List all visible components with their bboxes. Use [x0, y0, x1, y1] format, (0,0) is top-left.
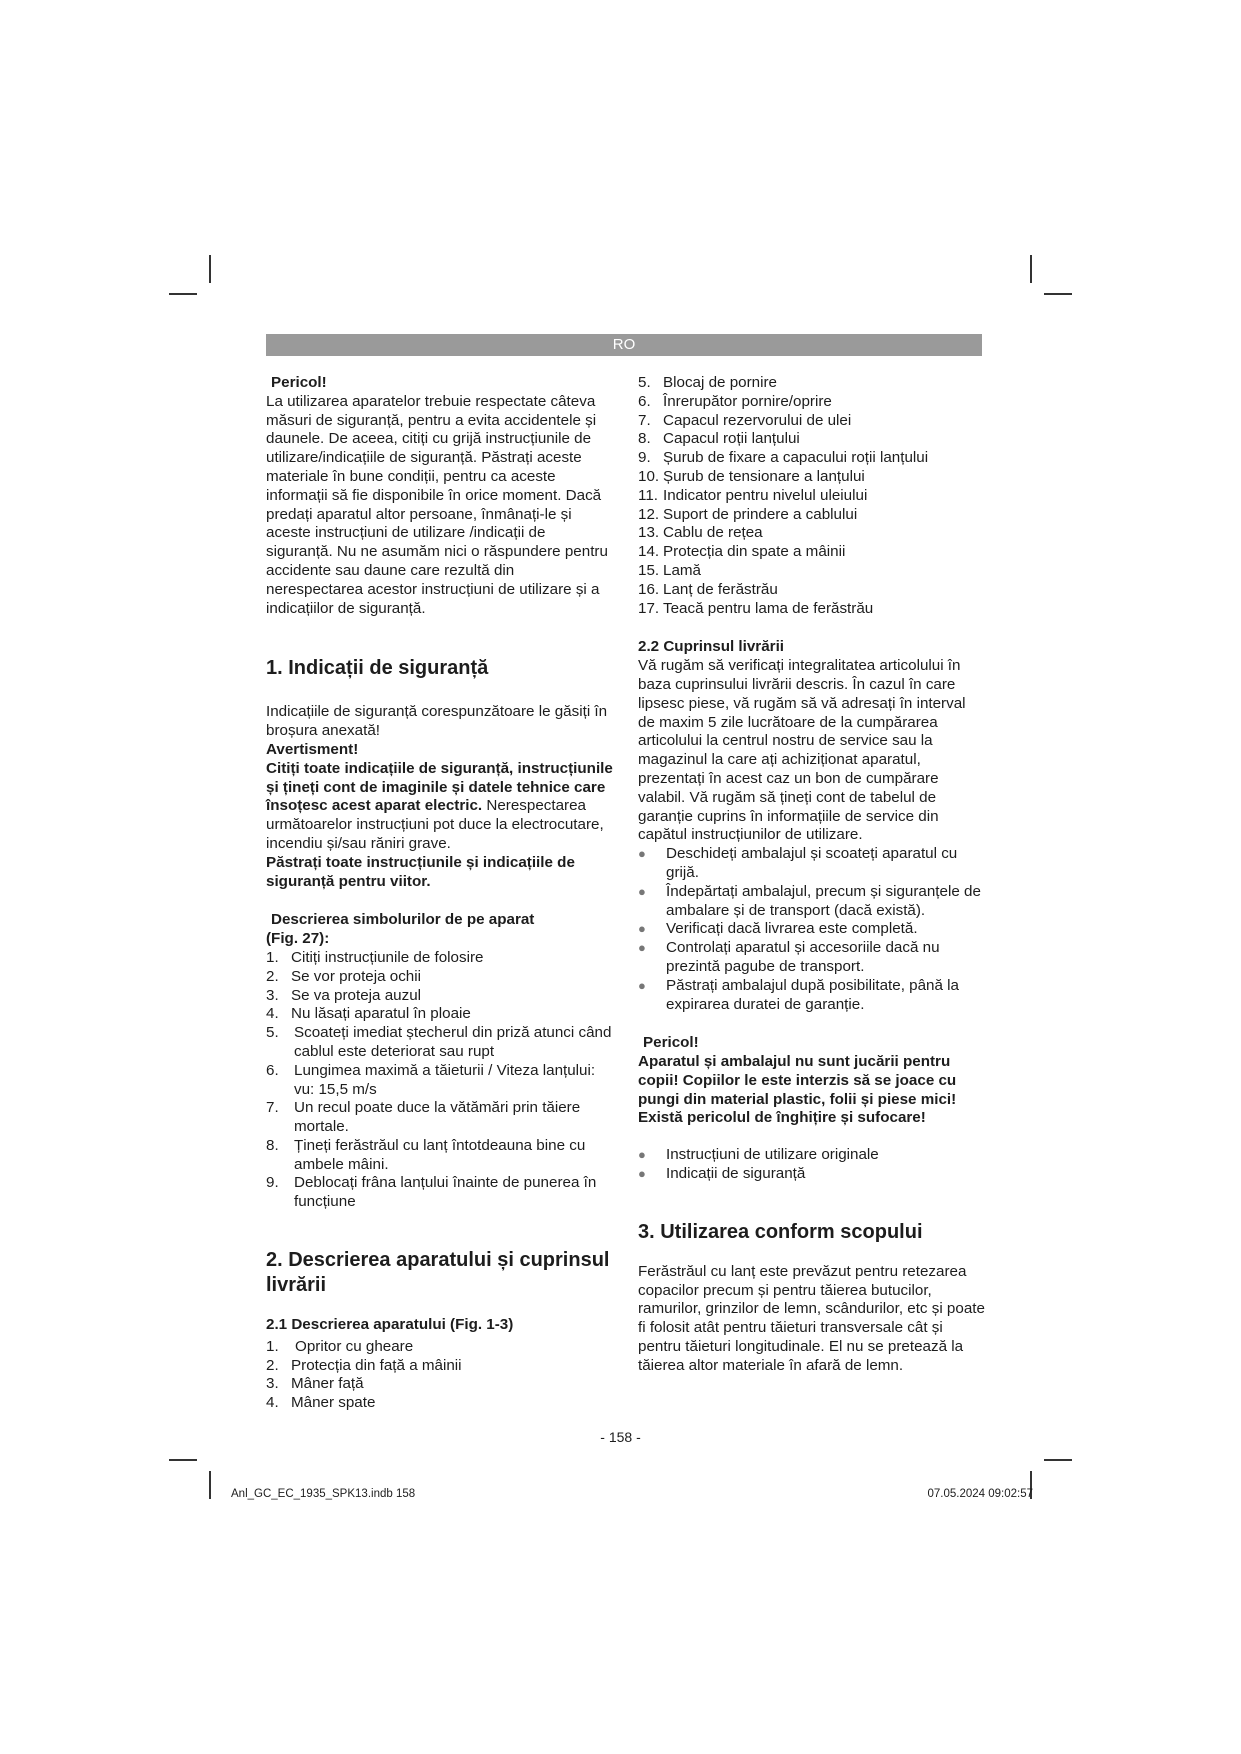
crop-mark [1030, 255, 1032, 283]
list-item: 4. Nu lăsați aparatul în ploaie [266, 1005, 471, 1023]
warning-title: Avertisment! [266, 740, 359, 758]
steps-list [638, 845, 986, 1014]
list-item: 15. Lamă [638, 561, 701, 579]
list-item: ● Îndepărtați ambalajul, precum și siguranțele de ambalare și de transport (dacă există). [638, 882, 981, 919]
danger-title: Pericol! [271, 374, 327, 391]
list-item: 6. Înrerupător pornire/oprire [638, 392, 832, 410]
list-item: 13. Cablu de rețea [638, 524, 763, 542]
danger-2-text: Aparatul și ambalajul nu sunt jucării pentru copii! Copiilor le este interzis să se joace cu pungi din material plastic, folii și piese mici! Există pericolul de înghițire și sufocare! [638, 1053, 957, 1127]
list-item: 7. Un recul poate duce la vătămări prin tăiere mortale. [266, 1099, 581, 1136]
list-item: 3. Se va proteja auzul [266, 986, 422, 1004]
list-item: 5. Blocaj de pornire [638, 374, 777, 391]
language-header: RO [266, 334, 982, 356]
crop-mark [1044, 1459, 1072, 1461]
section-3-text: Ferăstrăul cu lanț este prevăzut pentru retezarea copacilor precum și pentru tăierea butucilor, ramurilor, grinzilor de lemn, scândurilor, etc și poate fi folosit atât pentru tăieturi transversale cât și pentru tăieturi longitudinale. El nu se pretează la tăierea altor materiale în afară de lemn. [638, 1262, 985, 1374]
list-item: ● Păstrați ambalajul după posibilitate, până la expirarea duratei de garanție. [638, 976, 959, 1013]
list-item: 3. Mâner față [266, 1375, 364, 1393]
symbols-list [266, 949, 614, 1212]
list-item: ● Instrucțiuni de utilizare originale [638, 1146, 879, 1164]
section-2-title: 2. Descrierea aparatului și cuprinsul livrării [266, 1249, 610, 1297]
danger-2-title: Pericol! [643, 1034, 699, 1052]
list-item: 9. Șurub de fixare a capacului roții lanțului [638, 449, 929, 467]
section-2-2-title: 2.2 Cuprinsul livrării [638, 638, 785, 656]
crop-mark [209, 255, 211, 283]
list-item: 17. Teacă pentru lama de ferăstrău [638, 599, 874, 617]
left-column [266, 374, 614, 1413]
crop-mark [169, 1459, 197, 1461]
list-item: 14. Protecția din spate a mâinii [638, 543, 846, 561]
list-item: 4. Mâner spate [266, 1394, 376, 1412]
list-item: 11. Indicator pentru nivelul uleiului [638, 486, 868, 504]
bullet-icon: ● [638, 846, 646, 862]
footer-file-name: Anl_GC_EC_1935_SPK13.indb 158 [231, 1488, 416, 1500]
section-1-title: 1. Indicații de siguranță [266, 657, 489, 680]
list-item: 6. Lungimea maximă a tăieturii / Viteza lanțului: vu: 15,5 m/s [266, 1061, 596, 1098]
footer-timestamp: 07.05.2024 09:02:57 [927, 1488, 1033, 1500]
list-item: ● Controlați aparatul și accesoriile dacă nu prezintă pagube de transport. [638, 939, 940, 975]
docs-list [638, 1146, 986, 1184]
bullet-icon: ● [638, 883, 646, 899]
parts-list-a [266, 1338, 614, 1413]
list-item: ● Verificați dacă livrarea este completă. [638, 920, 918, 938]
list-item: ● Indicații de siguranță [638, 1165, 806, 1183]
list-item: 8. Capacul roții lanțului [638, 430, 800, 448]
symbols-fig-ref: (Fig. 27): [266, 930, 330, 948]
section-1-intro: Indicațiile de siguranță corespunzătoare le găsiți în broșura anexată! [266, 703, 608, 740]
bullet-icon: ● [638, 921, 646, 937]
list-item: 12. Suport de prindere a cablului [638, 505, 858, 523]
section-3-title: 3. Utilizarea conform scopului [638, 1220, 923, 1243]
section-2-2-text: Vă rugăm să verificați integralitatea articolului în baza cuprinsului livrării descris. În cazul în care lipsesc piese, vă rugăm să vă adresați în interval de maxim 5 zile lucrătoare de la cumpărarea articolului la centrul nostru de service sau la magazinul la care ați achiziționat aparatul, prezentați în acest caz un bon de cumpărare valabil. Vă rugăm să țineți cont de tabelul de garanție cuprins în informațiile de service din capătul instrucțiunilor de utilizare. [638, 657, 966, 844]
list-item: ● Deschideți ambalajul și scoateți aparatul cu grijă. [638, 845, 958, 881]
bullet-icon: ● [638, 977, 646, 993]
list-item: 9. Deblocați frâna lanțului înainte de punerea în funcțiune [266, 1174, 597, 1211]
warning-keep-text: Păstrați toate instrucțiunile și indicațiile de siguranță pentru viitor. [266, 853, 575, 890]
crop-mark [1044, 293, 1072, 295]
warning-text: Nerespectarea următoarelor instrucțiuni pot duce la electrocutare, incendiu și/sau răniri grave. [266, 797, 604, 852]
page-number: - 158 - [600, 1429, 641, 1445]
list-item: 16. Lanț de ferăstrău [638, 580, 778, 598]
bullet-icon: ● [638, 1147, 646, 1163]
bullet-icon: ● [638, 940, 646, 956]
list-item: 7. Capacul rezervorului de ulei [638, 411, 852, 429]
symbols-title: Descrierea simbolurilor de pe aparat [271, 911, 535, 929]
parts-list-b [638, 374, 986, 618]
list-item: 8. Țineți ferăstrăul cu lanț întotdeauna bine cu ambele mâini. [266, 1136, 586, 1173]
danger-text: La utilizarea aparatelor trebuie respectate câteva măsuri de siguranță, pentru a evita accidentele și daunele. De aceea, citiți cu grijă instrucțiunile de utilizare/indicațiile de siguranță. Păstrați aceste materiale în bune condiții, pentru ca aceste informații să fie disponibile în orice moment. Dacă predați aparatul altor persoane, înmânați-le și aceste instrucțiuni de utilizare /indicații de siguranță. Nu ne asumăm nici o răspundere pentru accidente sau daune care rezultă din nerespectarea acestor instrucțiuni de utilizare și a indicațiilor de siguranță. [266, 392, 608, 617]
warning-bold-text: Citiți toate indicațiile de siguranță, instrucțiunile și țineți cont de imaginile și datele tehnice care însoțesc acest aparat electric. [266, 759, 613, 815]
list-item: 10. Șurub de tensionare a lanțului [638, 467, 865, 485]
list-item: 1. Opritor cu gheare [266, 1337, 414, 1355]
crop-mark [209, 1471, 211, 1499]
list-item: 1. Citiți instrucțiunile de folosire [266, 948, 484, 966]
bullet-icon: ● [638, 1166, 646, 1182]
list-item: 5. Scoateți imediat ștecherul din priză atunci când cablul este deteriorat sau rupt [266, 1024, 612, 1060]
list-item: 2. Protecția din față a mâinii [266, 1356, 462, 1374]
section-2-1-title: 2.1 Descrierea aparatului (Fig. 1-3) [266, 1316, 514, 1334]
crop-mark [169, 293, 197, 295]
list-item: 2. Se vor proteja ochii [266, 967, 422, 985]
right-column [638, 374, 986, 1376]
